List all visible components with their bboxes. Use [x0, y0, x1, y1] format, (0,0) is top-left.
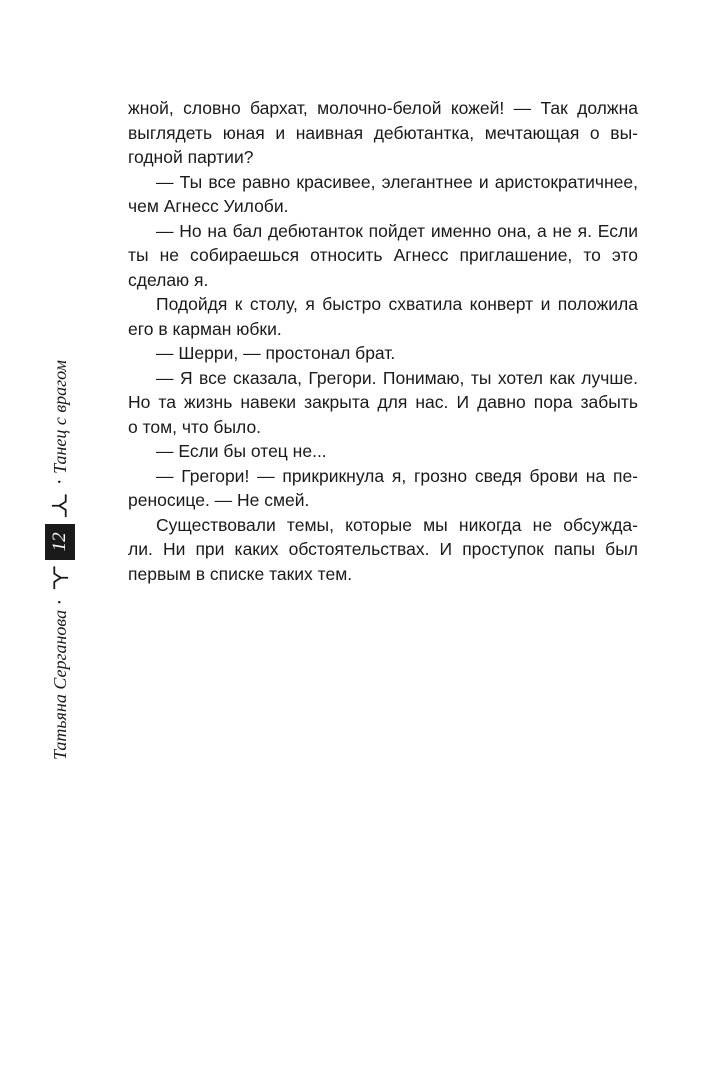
text-line: жной, словно бархат, молочно-белой кожей! — Так должна	[128, 98, 638, 118]
text-line: годной партии?	[128, 147, 254, 167]
text-line: — Грегори! — прикрикнула я, грозно сведя брови на пе-	[156, 465, 638, 486]
text-line: — Шерри, — простонал брат.	[156, 343, 396, 363]
text-line: Существовали темы, которые мы никогда не обсужда-	[156, 514, 638, 535]
text-line: — Ты все равно красивее, элегантнее и аристократичнее,	[156, 171, 638, 192]
author-name: Татьяна Серганова	[49, 609, 70, 760]
text-line: выглядеть юная и наивная дебютантка, мечтающая о вы-	[128, 122, 638, 143]
running-head	[16, 360, 104, 760]
text-line: — Если бы отец не...	[156, 441, 327, 461]
text-line: Подойдя к столу, я быстро схватила конверт и положила	[156, 294, 638, 314]
book-title: Танец с врагом	[49, 360, 70, 474]
text-line: ли. Ни при каких обстоятельствах. И проступок папы был	[128, 539, 638, 559]
text-line: — Я все сказала, Грегори. Понимаю, ты хотел как лучше.	[156, 367, 638, 388]
text-line: — Но на бал дебютанток пойдет именно она, а не я. Если	[156, 220, 638, 241]
separator-dot: •	[54, 479, 66, 484]
text-line: его в карман юбки.	[128, 318, 282, 339]
ornament-up-icon	[49, 493, 71, 518]
text-line: первым в списке таких тем.	[128, 563, 353, 584]
running-head-line	[43, 360, 77, 760]
body-text	[128, 96, 638, 586]
ornament-down-icon	[49, 566, 71, 591]
text-line: реносице. — Не смей.	[128, 490, 310, 510]
separator-dot: •	[54, 600, 66, 604]
text-line: Но та жизнь навеки закрыта для нас. И давно пора забыть	[128, 392, 638, 412]
page-number-badge: 12	[45, 524, 75, 560]
text-line: сделаю я.	[128, 269, 209, 290]
text-line: ты не собираешься относить Агнесс приглашение, то это	[128, 245, 638, 265]
text-line: о том, что было.	[128, 416, 262, 437]
text-line: чем Агнесс Уилоби.	[128, 196, 289, 216]
